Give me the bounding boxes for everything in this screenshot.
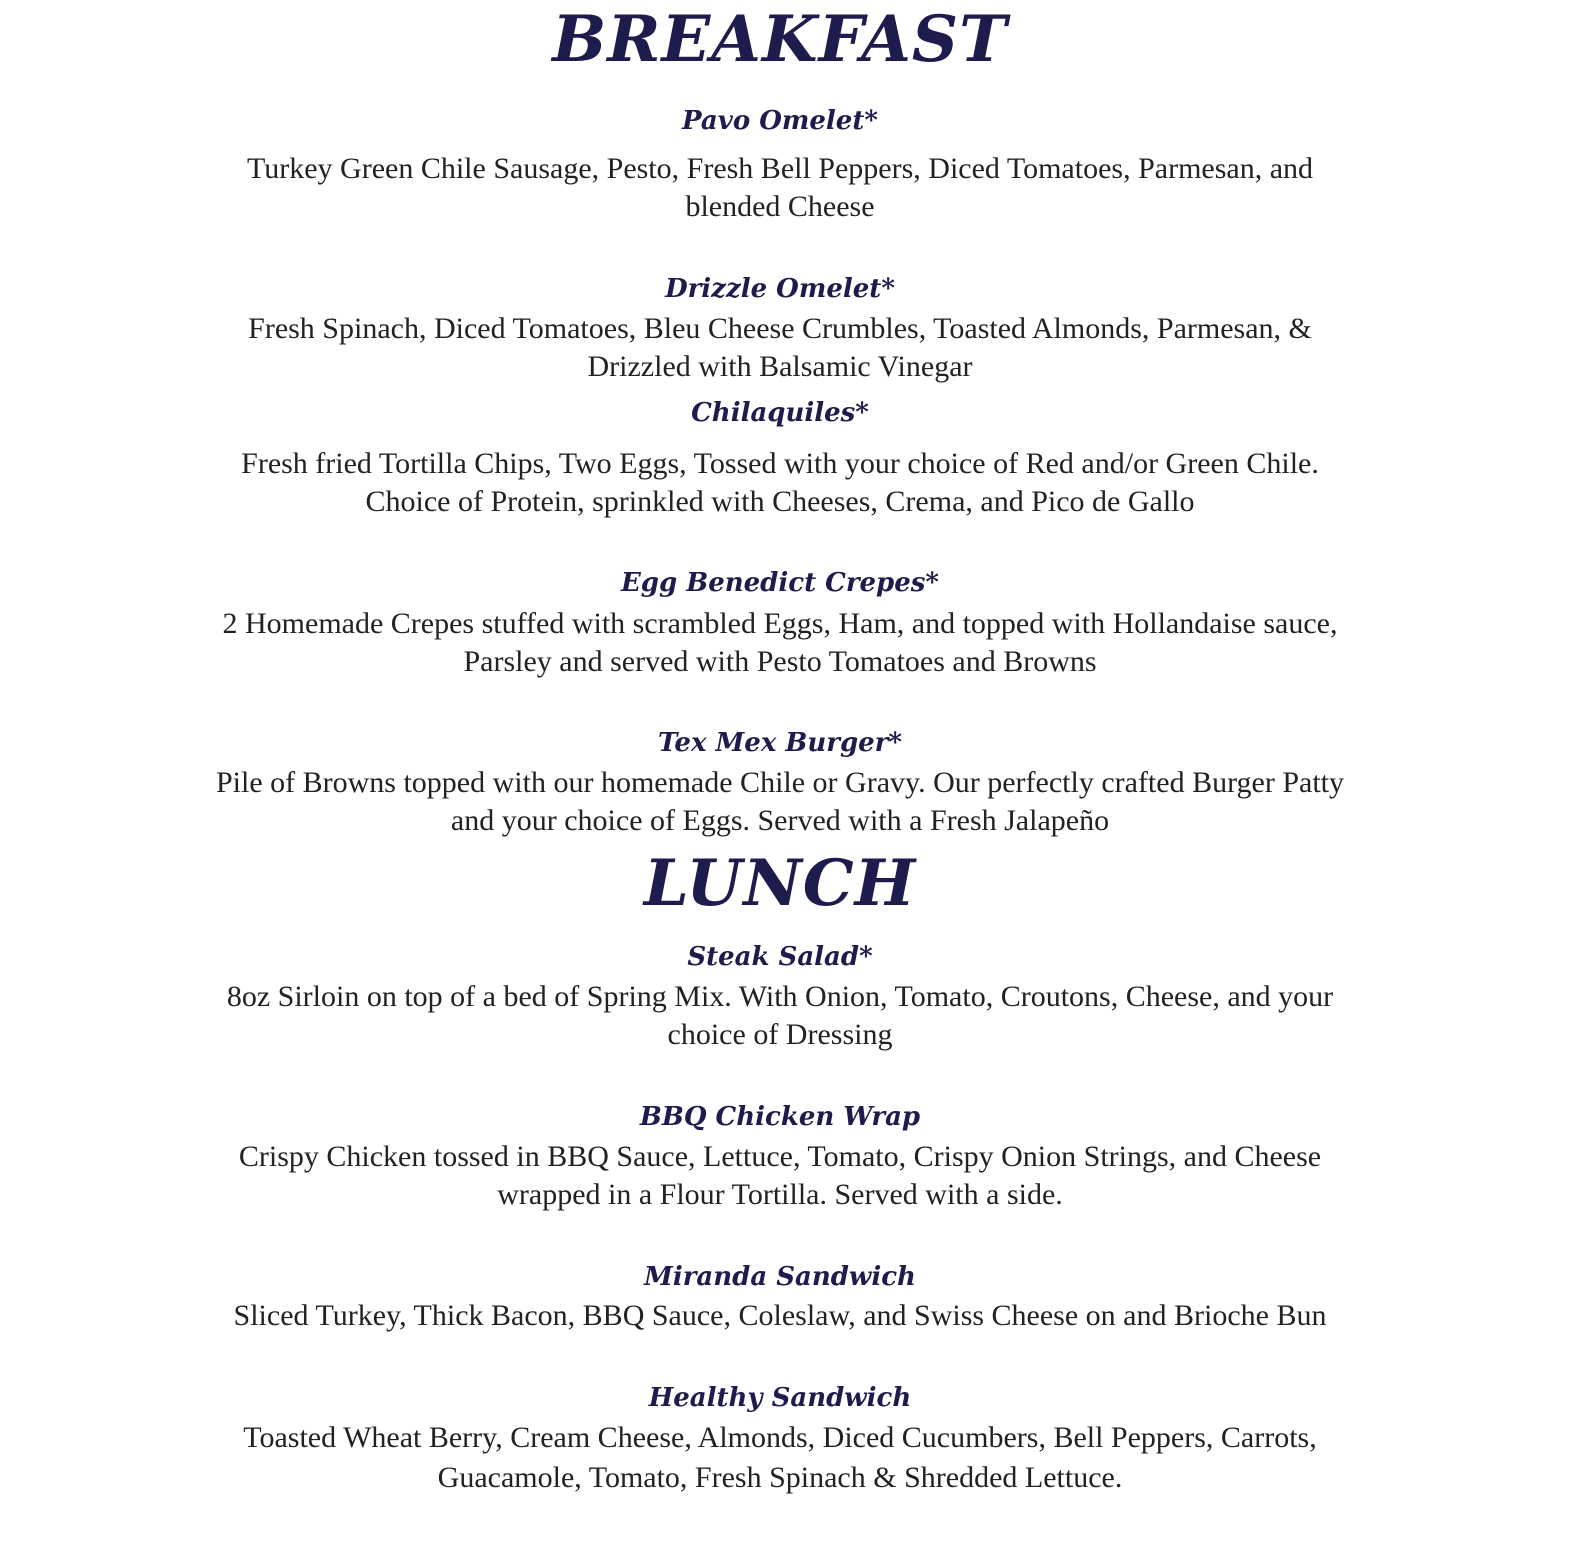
menu-item-desc-line: Toasted Wheat Berry, Cream Cheese, Almonds, Diced Cucumbers, Bell Peppers, Carrots, (243, 1421, 1317, 1454)
menu-item-desc-line: Guacamole, Tomato, Fresh Spinach & Shredded Lettuce. (437, 1461, 1123, 1494)
menu-item-desc-line: Pile of Browns topped with our homemade Chile or Gravy. Our perfectly crafted Burger Patty (215, 766, 1345, 799)
menu-item-desc-line: choice of Dressing (667, 1018, 893, 1051)
menu-item-name-egg-benedict-crepes: Egg Benedict Crepes* (620, 568, 940, 598)
menu-item-desc-line: Turkey Green Chile Sausage, Pesto, Fresh Bell Peppers, Diced Tomatoes, Parmesan, and (246, 152, 1314, 185)
menu-item-desc-line: Parsley and served with Pesto Tomatoes and Browns (463, 645, 1097, 678)
menu-item-name-drizzle-omelet: Drizzle Omelet* (665, 274, 895, 304)
menu-item-desc-line: Crispy Chicken tossed in BBQ Sauce, Lettuce, Tomato, Crispy Onion Strings, and Cheese (238, 1140, 1322, 1173)
menu-item-desc-line: wrapped in a Flour Tortilla. Served with a side. (497, 1178, 1063, 1211)
menu-item-name-chilaquiles: Chilaquiles* (691, 398, 869, 428)
menu-item-name-miranda-sandwich: Miranda Sandwich (644, 1262, 916, 1292)
menu-item-desc-line: and your choice of Eggs. Served with a Fresh Jalapeño (450, 804, 1110, 837)
menu-item-desc-line: Drizzled with Balsamic Vinegar (587, 350, 973, 383)
menu-item-name-tex-mex-burger: Tex Mex Burger* (658, 728, 902, 758)
breakfast-heading: BREAKFAST (552, 2, 1008, 77)
menu-item-desc-line: Fresh fried Tortilla Chips, Two Eggs, Tossed with your choice of Red and/or Green Chile. (241, 447, 1319, 480)
menu-item-desc-line: blended Cheese (685, 190, 875, 223)
menu-item-desc-line: Choice of Protein, sprinkled with Cheeses, Crema, and Pico de Gallo (365, 485, 1195, 518)
menu-item-name-steak-salad: Steak Salad* (687, 942, 873, 972)
menu-item-name-healthy-sandwich: Healthy Sandwich (648, 1383, 912, 1413)
menu-item-desc-line: Sliced Turkey, Thick Bacon, BBQ Sauce, Coleslaw, and Swiss Cheese on and Brioche Bun (233, 1299, 1327, 1332)
menu-item-desc-line: 2 Homemade Crepes stuffed with scrambled Eggs, Ham, and topped with Hollandaise sauce, (222, 607, 1338, 640)
menu-item-name-bbq-chicken-wrap: BBQ Chicken Wrap (639, 1102, 921, 1132)
menu-item-name-pavo-omelet: Pavo Omelet* (682, 106, 878, 136)
menu-item-desc-line: Fresh Spinach, Diced Tomatoes, Bleu Cheese Crumbles, Toasted Almonds, Parmesan, & (248, 312, 1312, 345)
menu-item-desc-line: 8oz Sirloin on top of a bed of Spring Mix. With Onion, Tomato, Croutons, Cheese, and your (226, 980, 1334, 1013)
lunch-heading: LUNCH (643, 846, 917, 921)
